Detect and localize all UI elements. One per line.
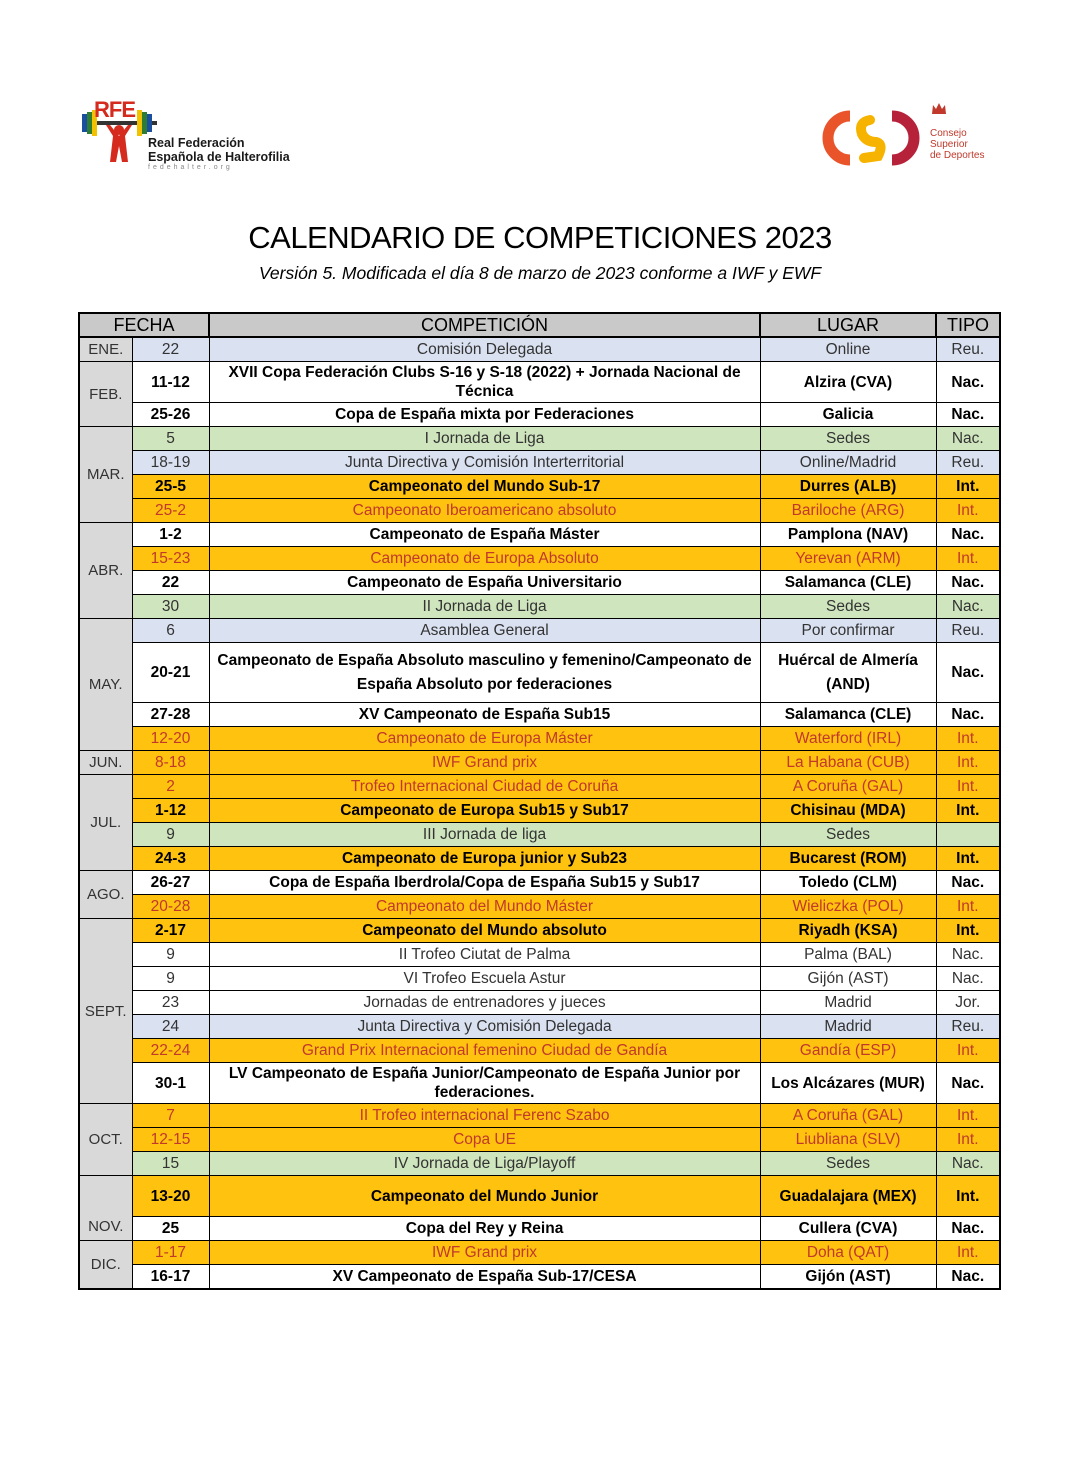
place-cell: Chisinau (MDA) bbox=[760, 799, 936, 823]
table-row bbox=[79, 1265, 1000, 1290]
competition-cell: IWF Grand prix bbox=[209, 1241, 760, 1265]
month-cell: MAY. bbox=[79, 619, 132, 751]
type-cell: Int. bbox=[936, 727, 1000, 751]
place-cell: Madrid bbox=[760, 1015, 936, 1039]
competition-cell: Junta Directiva y Comisión Interterritorial bbox=[209, 451, 760, 475]
competition-cell: Asamblea General bbox=[209, 619, 760, 643]
date-cell: 25-2 bbox=[132, 499, 209, 523]
table-row bbox=[79, 1217, 1000, 1241]
month-cell: SEPT. bbox=[79, 919, 132, 1104]
rfeh-url: fedehalter.org bbox=[148, 164, 233, 171]
table-row bbox=[79, 919, 1000, 943]
header-tipo: TIPO bbox=[936, 313, 1000, 337]
csd-mark-icon bbox=[820, 108, 925, 168]
date-cell: 30-1 bbox=[132, 1063, 209, 1104]
place-cell: Wieliczka (POL) bbox=[760, 895, 936, 919]
type-cell: Nac. bbox=[936, 362, 1000, 403]
table-row bbox=[79, 895, 1000, 919]
table-row bbox=[79, 451, 1000, 475]
competition-cell: Campeonato de Europa Máster bbox=[209, 727, 760, 751]
month-cell: AGO. bbox=[79, 871, 132, 919]
competition-cell: II Trofeo Ciutat de Palma bbox=[209, 943, 760, 967]
type-cell: Int. bbox=[936, 799, 1000, 823]
date-cell: 1-12 bbox=[132, 799, 209, 823]
competition-cell: Trofeo Internacional Ciudad de Coruña bbox=[209, 775, 760, 799]
competition-cell: Copa del Rey y Reina bbox=[209, 1217, 760, 1241]
competition-cell: Campeonato Iberoamericano absoluto bbox=[209, 499, 760, 523]
competition-cell: Junta Directiva y Comisión Delegada bbox=[209, 1015, 760, 1039]
table-row bbox=[79, 847, 1000, 871]
rfeh-name-line1: Real Federación bbox=[148, 136, 245, 150]
month-cell: JUL. bbox=[79, 775, 132, 871]
month-cell: NOV. bbox=[79, 1176, 132, 1241]
date-cell: 22 bbox=[132, 337, 209, 362]
table-row bbox=[79, 775, 1000, 799]
date-cell: 9 bbox=[132, 943, 209, 967]
place-cell: Sedes bbox=[760, 427, 936, 451]
table-row bbox=[79, 1039, 1000, 1063]
date-cell: 22 bbox=[132, 571, 209, 595]
date-cell: 7 bbox=[132, 1104, 209, 1128]
csd-line2: Superior bbox=[930, 139, 968, 150]
competition-cell: Campeonato de España Máster bbox=[209, 523, 760, 547]
table-row bbox=[79, 1152, 1000, 1176]
competition-cell: Grand Prix Internacional femenino Ciudad de Gandía bbox=[209, 1039, 760, 1063]
place-cell: Durres (ALB) bbox=[760, 475, 936, 499]
rfeh-name bbox=[148, 136, 290, 164]
type-cell: Nac. bbox=[936, 967, 1000, 991]
competition-cell: III Jornada de liga bbox=[209, 823, 760, 847]
date-cell: 6 bbox=[132, 619, 209, 643]
place-cell: Madrid bbox=[760, 991, 936, 1015]
type-cell: Nac. bbox=[936, 703, 1000, 727]
csd-line3: de Deportes bbox=[930, 150, 985, 161]
place-cell: Liubliana (SLV) bbox=[760, 1128, 936, 1152]
date-cell: 5 bbox=[132, 427, 209, 451]
competition-cell: Campeonato del Mundo Sub-17 bbox=[209, 475, 760, 499]
month-cell: FEB. bbox=[79, 362, 132, 427]
place-cell: Palma (BAL) bbox=[760, 943, 936, 967]
place-cell: Sedes bbox=[760, 595, 936, 619]
date-cell: 2-17 bbox=[132, 919, 209, 943]
type-cell: Nac. bbox=[936, 943, 1000, 967]
date-cell: 1-2 bbox=[132, 523, 209, 547]
table-row bbox=[79, 871, 1000, 895]
rfeh-letters: RFE bbox=[94, 97, 135, 122]
type-cell: Int. bbox=[936, 1104, 1000, 1128]
place-cell: Huércal de Almería (AND) bbox=[760, 643, 936, 703]
place-cell: La Habana (CUB) bbox=[760, 751, 936, 775]
place-cell: A Coruña (GAL) bbox=[760, 1104, 936, 1128]
month-cell: ENE. bbox=[79, 337, 132, 362]
date-cell: 8-18 bbox=[132, 751, 209, 775]
type-cell: Int. bbox=[936, 895, 1000, 919]
table-row bbox=[79, 619, 1000, 643]
type-cell: Int. bbox=[936, 1176, 1000, 1217]
place-cell: Alzira (CVA) bbox=[760, 362, 936, 403]
date-cell: 26-27 bbox=[132, 871, 209, 895]
date-cell: 25-5 bbox=[132, 475, 209, 499]
table-row bbox=[79, 643, 1000, 703]
place-cell: Bariloche (ARG) bbox=[760, 499, 936, 523]
rfeh-logo bbox=[82, 97, 312, 175]
rfeh-name-line2: Española de Halterofilia bbox=[148, 150, 290, 164]
competition-cell: XV Campeonato de España Sub15 bbox=[209, 703, 760, 727]
place-cell: Gandía (ESP) bbox=[760, 1039, 936, 1063]
table-row bbox=[79, 823, 1000, 847]
csd-line1: Consejo bbox=[930, 128, 967, 139]
table-row bbox=[79, 1104, 1000, 1128]
date-cell: 25 bbox=[132, 1217, 209, 1241]
type-cell: Nac. bbox=[936, 643, 1000, 703]
competition-cell: Campeonato del Mundo Máster bbox=[209, 895, 760, 919]
type-cell: Int. bbox=[936, 847, 1000, 871]
header-fecha: FECHA bbox=[79, 313, 209, 337]
type-cell: Int. bbox=[936, 499, 1000, 523]
competition-cell: IV Jornada de Liga/Playoff bbox=[209, 1152, 760, 1176]
date-cell: 13-20 bbox=[132, 1176, 209, 1217]
header-lugar: LUGAR bbox=[760, 313, 936, 337]
date-cell: 11-12 bbox=[132, 362, 209, 403]
place-cell: Cullera (CVA) bbox=[760, 1217, 936, 1241]
type-cell: Int. bbox=[936, 775, 1000, 799]
date-cell: 15-23 bbox=[132, 547, 209, 571]
place-cell: Pamplona (NAV) bbox=[760, 523, 936, 547]
type-cell: Reu. bbox=[936, 337, 1000, 362]
month-cell: MAR. bbox=[79, 427, 132, 523]
type-cell: Jor. bbox=[936, 991, 1000, 1015]
type-cell: Int. bbox=[936, 547, 1000, 571]
type-cell: Int. bbox=[936, 1039, 1000, 1063]
calendar-table bbox=[78, 312, 1001, 1290]
competition-cell: LV Campeonato de España Junior/Campeonato de España Junior por federaciones. bbox=[209, 1063, 760, 1104]
competition-cell: Campeonato del Mundo Junior bbox=[209, 1176, 760, 1217]
table-row bbox=[79, 703, 1000, 727]
csd-name bbox=[930, 128, 984, 161]
type-cell: Nac. bbox=[936, 1217, 1000, 1241]
date-cell: 30 bbox=[132, 595, 209, 619]
competition-cell: Campeonato de España Universitario bbox=[209, 571, 760, 595]
type-cell: Int. bbox=[936, 1241, 1000, 1265]
type-cell: Reu. bbox=[936, 451, 1000, 475]
date-cell: 24-3 bbox=[132, 847, 209, 871]
date-cell: 9 bbox=[132, 823, 209, 847]
type-cell: Nac. bbox=[936, 595, 1000, 619]
table-row bbox=[79, 499, 1000, 523]
competition-cell: Copa de España mixta por Federaciones bbox=[209, 403, 760, 427]
table-row bbox=[79, 547, 1000, 571]
place-cell: Doha (QAT) bbox=[760, 1241, 936, 1265]
competition-cell: XV Campeonato de España Sub-17/CESA bbox=[209, 1265, 760, 1290]
header-row bbox=[79, 313, 1000, 337]
table-row bbox=[79, 751, 1000, 775]
table-row bbox=[79, 1015, 1000, 1039]
type-cell: Int. bbox=[936, 1128, 1000, 1152]
month-cell: OCT. bbox=[79, 1104, 132, 1176]
competition-cell: II Jornada de Liga bbox=[209, 595, 760, 619]
type-cell: Nac. bbox=[936, 403, 1000, 427]
place-cell: Salamanca (CLE) bbox=[760, 703, 936, 727]
date-cell: 18-19 bbox=[132, 451, 209, 475]
table-row bbox=[79, 595, 1000, 619]
table-row bbox=[79, 1128, 1000, 1152]
table-row bbox=[79, 403, 1000, 427]
place-cell: Online/Madrid bbox=[760, 451, 936, 475]
csd-logo bbox=[820, 100, 1000, 170]
place-cell: Gijón (AST) bbox=[760, 967, 936, 991]
date-cell: 1-17 bbox=[132, 1241, 209, 1265]
place-cell: Por confirmar bbox=[760, 619, 936, 643]
place-cell: Gijón (AST) bbox=[760, 1265, 936, 1290]
type-cell: Nac. bbox=[936, 1152, 1000, 1176]
competition-cell: Campeonato de Europa Absoluto bbox=[209, 547, 760, 571]
type-cell: Nac. bbox=[936, 523, 1000, 547]
competition-cell: Campeonato de España Absoluto masculino y femenino/Campeonato de España Absoluto por federaciones bbox=[209, 643, 760, 703]
competition-cell: Campeonato de Europa Sub15 y Sub17 bbox=[209, 799, 760, 823]
header-competicion: COMPETICIÓN bbox=[209, 313, 760, 337]
competition-cell: Campeonato del Mundo absoluto bbox=[209, 919, 760, 943]
place-cell: A Coruña (GAL) bbox=[760, 775, 936, 799]
table-row bbox=[79, 991, 1000, 1015]
date-cell: 12-20 bbox=[132, 727, 209, 751]
date-cell: 22-24 bbox=[132, 1039, 209, 1063]
table-row bbox=[79, 1063, 1000, 1104]
competition-cell: II Trofeo internacional Ferenc Szabo bbox=[209, 1104, 760, 1128]
table-row bbox=[79, 967, 1000, 991]
date-cell: 9 bbox=[132, 967, 209, 991]
month-cell: JUN. bbox=[79, 751, 132, 775]
type-cell: Int. bbox=[936, 751, 1000, 775]
competition-cell: Copa UE bbox=[209, 1128, 760, 1152]
place-cell: Galicia bbox=[760, 403, 936, 427]
place-cell: Yerevan (ARM) bbox=[760, 547, 936, 571]
date-cell: 27-28 bbox=[132, 703, 209, 727]
month-cell: DIC. bbox=[79, 1241, 132, 1290]
competition-cell: XVII Copa Federación Clubs S-16 y S-18 (2022) + Jornada Nacional de Técnica bbox=[209, 362, 760, 403]
table-row bbox=[79, 727, 1000, 751]
date-cell: 25-26 bbox=[132, 403, 209, 427]
type-cell: Nac. bbox=[936, 427, 1000, 451]
competition-cell: Copa de España Iberdrola/Copa de España Sub15 y Sub17 bbox=[209, 871, 760, 895]
place-cell: Waterford (IRL) bbox=[760, 727, 936, 751]
type-cell: Nac. bbox=[936, 1265, 1000, 1290]
date-cell: 20-28 bbox=[132, 895, 209, 919]
type-cell: Reu. bbox=[936, 1015, 1000, 1039]
table-row bbox=[79, 1241, 1000, 1265]
competition-cell: Jornadas de entrenadores y jueces bbox=[209, 991, 760, 1015]
table-row bbox=[79, 571, 1000, 595]
type-cell: Nac. bbox=[936, 1063, 1000, 1104]
type-cell: Nac. bbox=[936, 871, 1000, 895]
table-row bbox=[79, 427, 1000, 451]
table-row bbox=[79, 523, 1000, 547]
competition-cell: Campeonato de Europa junior y Sub23 bbox=[209, 847, 760, 871]
date-cell: 12-15 bbox=[132, 1128, 209, 1152]
competition-cell: VI Trofeo Escuela Astur bbox=[209, 967, 760, 991]
month-cell: ABR. bbox=[79, 523, 132, 619]
page-subtitle: Versión 5. Modificada el día 8 de marzo de 2023 conforme a IWF y EWF bbox=[258, 263, 822, 283]
table-row bbox=[79, 337, 1000, 362]
place-cell: Salamanca (CLE) bbox=[760, 571, 936, 595]
place-cell: Riyadh (KSA) bbox=[760, 919, 936, 943]
date-cell: 24 bbox=[132, 1015, 209, 1039]
type-cell: Int. bbox=[936, 919, 1000, 943]
competition-cell: I Jornada de Liga bbox=[209, 427, 760, 451]
competition-cell: IWF Grand prix bbox=[209, 751, 760, 775]
type-cell bbox=[936, 823, 1000, 847]
type-cell: Int. bbox=[936, 475, 1000, 499]
table-row bbox=[79, 799, 1000, 823]
crown-icon bbox=[930, 100, 948, 118]
table-row bbox=[79, 475, 1000, 499]
place-cell: Sedes bbox=[760, 1152, 936, 1176]
place-cell: Los Alcázares (MUR) bbox=[760, 1063, 936, 1104]
place-cell: Toledo (CLM) bbox=[760, 871, 936, 895]
date-cell: 16-17 bbox=[132, 1265, 209, 1290]
type-cell: Reu. bbox=[936, 619, 1000, 643]
type-cell: Nac. bbox=[936, 571, 1000, 595]
date-cell: 15 bbox=[132, 1152, 209, 1176]
date-cell: 2 bbox=[132, 775, 209, 799]
table-row bbox=[79, 943, 1000, 967]
place-cell: Online bbox=[760, 337, 936, 362]
date-cell: 23 bbox=[132, 991, 209, 1015]
competition-cell: Comisión Delegada bbox=[209, 337, 760, 362]
page-title: CALENDARIO DE COMPETICIONES 2023 bbox=[248, 220, 832, 255]
place-cell: Guadalajara (MEX) bbox=[760, 1176, 936, 1217]
date-cell: 20-21 bbox=[132, 643, 209, 703]
table-row bbox=[79, 1176, 1000, 1217]
place-cell: Bucarest (ROM) bbox=[760, 847, 936, 871]
place-cell: Sedes bbox=[760, 823, 936, 847]
table-row bbox=[79, 362, 1000, 403]
